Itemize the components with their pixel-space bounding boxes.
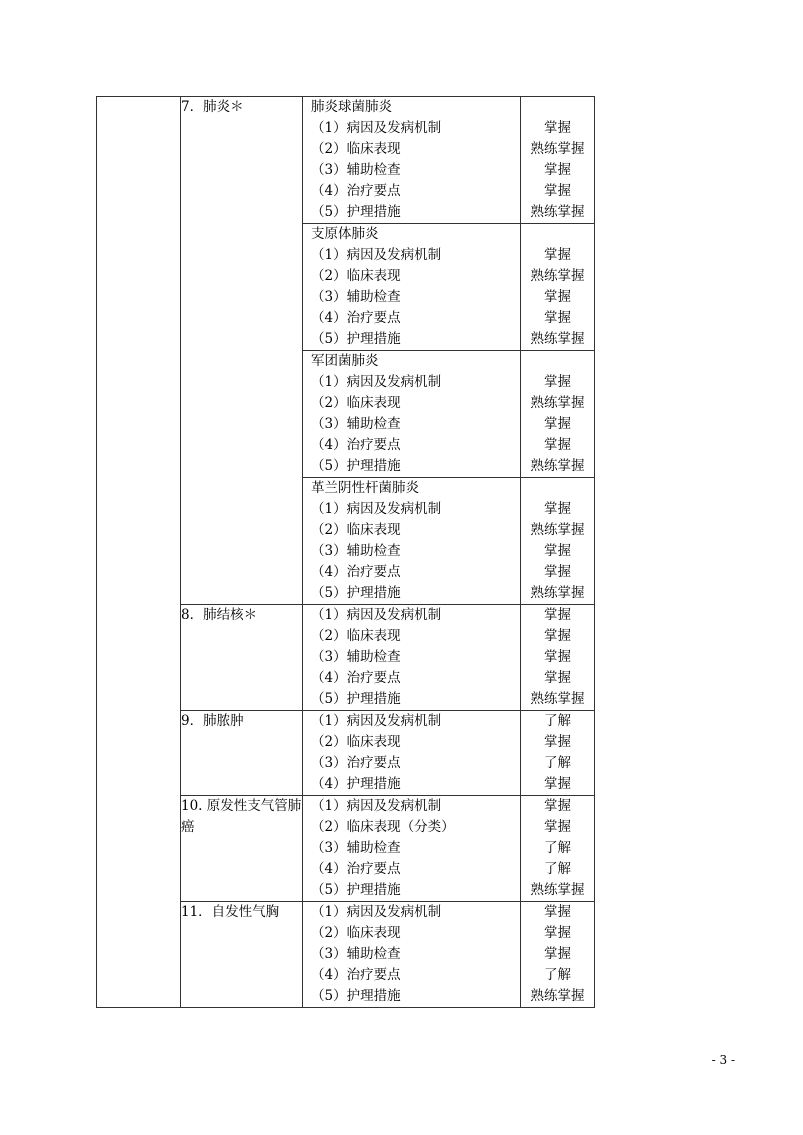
- content-item: （1）病因及发病机制: [311, 374, 442, 390]
- content-item: （2）临床表现: [311, 522, 401, 538]
- requirement-level: 掌握: [544, 607, 571, 623]
- content-item: （1）病因及发病机制: [311, 713, 442, 729]
- content-item: （3）治疗要点: [311, 755, 401, 771]
- requirement-level: 了解: [544, 755, 571, 771]
- content-cell: [303, 97, 521, 224]
- content-item: （2）临床表现: [311, 395, 401, 411]
- requirement-level: 熟练掌握: [530, 988, 585, 1004]
- requirement-level: 掌握: [544, 925, 571, 941]
- content-item: （4）治疗要点: [311, 183, 401, 199]
- content-item: （1）病因及发病机制: [311, 247, 442, 263]
- requirement-level: 熟练掌握: [530, 141, 585, 157]
- requirement-level: 掌握: [544, 162, 571, 178]
- content-cell: [303, 711, 521, 796]
- subtopic-heading: 支原体肺炎: [311, 226, 379, 242]
- requirement-level: 熟练掌握: [530, 585, 585, 601]
- level-cell: [521, 224, 595, 351]
- requirement-level: 掌握: [544, 437, 571, 453]
- requirement-level: 熟练掌握: [530, 691, 585, 707]
- table-row: [97, 97, 595, 224]
- requirement-level: 掌握: [544, 564, 571, 580]
- requirement-level: 掌握: [544, 798, 571, 814]
- content-item: （4）治疗要点: [311, 437, 401, 453]
- level-cell: [521, 796, 595, 902]
- content-cell: [303, 902, 521, 1008]
- content-item: （1）病因及发病机制: [311, 501, 442, 517]
- requirement-level: 熟练掌握: [530, 522, 585, 538]
- content-item: （5）护理措施: [311, 882, 401, 898]
- content-item: （1）病因及发病机制: [311, 120, 442, 136]
- content-item: （4）治疗要点: [311, 310, 401, 326]
- requirement-level: 熟练掌握: [530, 204, 585, 220]
- content-cell: [303, 478, 521, 605]
- content-cell: [303, 351, 521, 478]
- requirement-level: 掌握: [544, 734, 571, 750]
- requirement-level: 熟练掌握: [530, 882, 585, 898]
- level-spacer: [521, 478, 594, 499]
- topic-cell: 10. 原发性支气管肺癌: [181, 796, 303, 902]
- requirement-level: 掌握: [544, 819, 571, 835]
- content-item: （2）临床表现: [311, 141, 401, 157]
- content-item: （4）护理措施: [311, 776, 401, 792]
- level-spacer: [521, 351, 594, 372]
- content-item: （3）辅助检查: [311, 543, 401, 559]
- level-cell: [521, 97, 595, 224]
- requirement-level: 了解: [544, 713, 571, 729]
- content-item: （3）辅助检查: [311, 649, 401, 665]
- page-number: - 3 -: [711, 1053, 735, 1067]
- content-cell: [303, 605, 521, 711]
- content-item: （3）辅助检查: [311, 289, 401, 305]
- topic-cell: 8．肺结核＊: [181, 605, 303, 711]
- level-spacer: [521, 97, 594, 118]
- requirement-level: 掌握: [544, 183, 571, 199]
- content-item: （4）治疗要点: [311, 670, 401, 686]
- level-cell: [521, 902, 595, 1008]
- content-item: （5）护理措施: [311, 585, 401, 601]
- content-item: （5）护理措施: [311, 204, 401, 220]
- content-item: （5）护理措施: [311, 988, 401, 1004]
- content-item: （4）治疗要点: [311, 967, 401, 983]
- requirement-level: 掌握: [544, 120, 571, 136]
- level-cell: [521, 711, 595, 796]
- requirement-level: 掌握: [544, 649, 571, 665]
- content-item: （3）辅助检查: [311, 840, 401, 856]
- level-cell: [521, 605, 595, 711]
- syllabus-table: [96, 96, 595, 1008]
- requirement-level: 了解: [544, 861, 571, 877]
- requirement-level: 了解: [544, 967, 571, 983]
- category-cell: [97, 97, 181, 1008]
- content-item: （3）辅助检查: [311, 946, 401, 962]
- requirement-level: 掌握: [544, 776, 571, 792]
- requirement-level: 掌握: [544, 946, 571, 962]
- topic-cell: 11．自发性气胸: [181, 902, 303, 1008]
- subtopic-heading: 军团菌肺炎: [311, 353, 379, 369]
- content-item: （4）治疗要点: [311, 564, 401, 580]
- requirement-level: 掌握: [544, 501, 571, 517]
- requirement-level: 掌握: [544, 628, 571, 644]
- requirement-level: 熟练掌握: [530, 458, 585, 474]
- content-item: （3）辅助检查: [311, 416, 401, 432]
- content-item: （1）病因及发病机制: [311, 607, 442, 623]
- subtopic-heading: 肺炎球菌肺炎: [311, 99, 392, 115]
- level-spacer: [521, 224, 594, 245]
- content-item: （4）治疗要点: [311, 861, 401, 877]
- subtopic-heading: 革兰阴性杆菌肺炎: [311, 480, 419, 496]
- requirement-level: 熟练掌握: [530, 395, 585, 411]
- content-item: （2）临床表现: [311, 925, 401, 941]
- content-item: （1）病因及发病机制: [311, 798, 442, 814]
- requirement-level: 熟练掌握: [530, 331, 585, 347]
- requirement-level: 掌握: [544, 374, 571, 390]
- content-item: （1）病因及发病机制: [311, 904, 442, 920]
- level-cell: [521, 351, 595, 478]
- content-cell: [303, 796, 521, 902]
- requirement-level: 掌握: [544, 543, 571, 559]
- content-item: （3）辅助检查: [311, 162, 401, 178]
- content-item: （5）护理措施: [311, 691, 401, 707]
- requirement-level: 了解: [544, 840, 571, 856]
- requirement-level: 掌握: [544, 247, 571, 263]
- content-item: （5）护理措施: [311, 331, 401, 347]
- content-item: （2）临床表现（分类）: [311, 819, 455, 835]
- content-item: （2）临床表现: [311, 628, 401, 644]
- requirement-level: 掌握: [544, 670, 571, 686]
- syllabus-table-body: [97, 97, 595, 1008]
- requirement-level: 熟练掌握: [530, 268, 585, 284]
- content-item: （2）临床表现: [311, 734, 401, 750]
- level-cell: [521, 478, 595, 605]
- content-cell: [303, 224, 521, 351]
- requirement-level: 掌握: [544, 289, 571, 305]
- requirement-level: 掌握: [544, 416, 571, 432]
- topic-cell: 7．肺炎＊: [181, 97, 303, 605]
- requirement-level: 掌握: [544, 904, 571, 920]
- content-item: （5）护理措施: [311, 458, 401, 474]
- topic-cell: 9．肺脓肿: [181, 711, 303, 796]
- content-item: （2）临床表现: [311, 268, 401, 284]
- requirement-level: 掌握: [544, 310, 571, 326]
